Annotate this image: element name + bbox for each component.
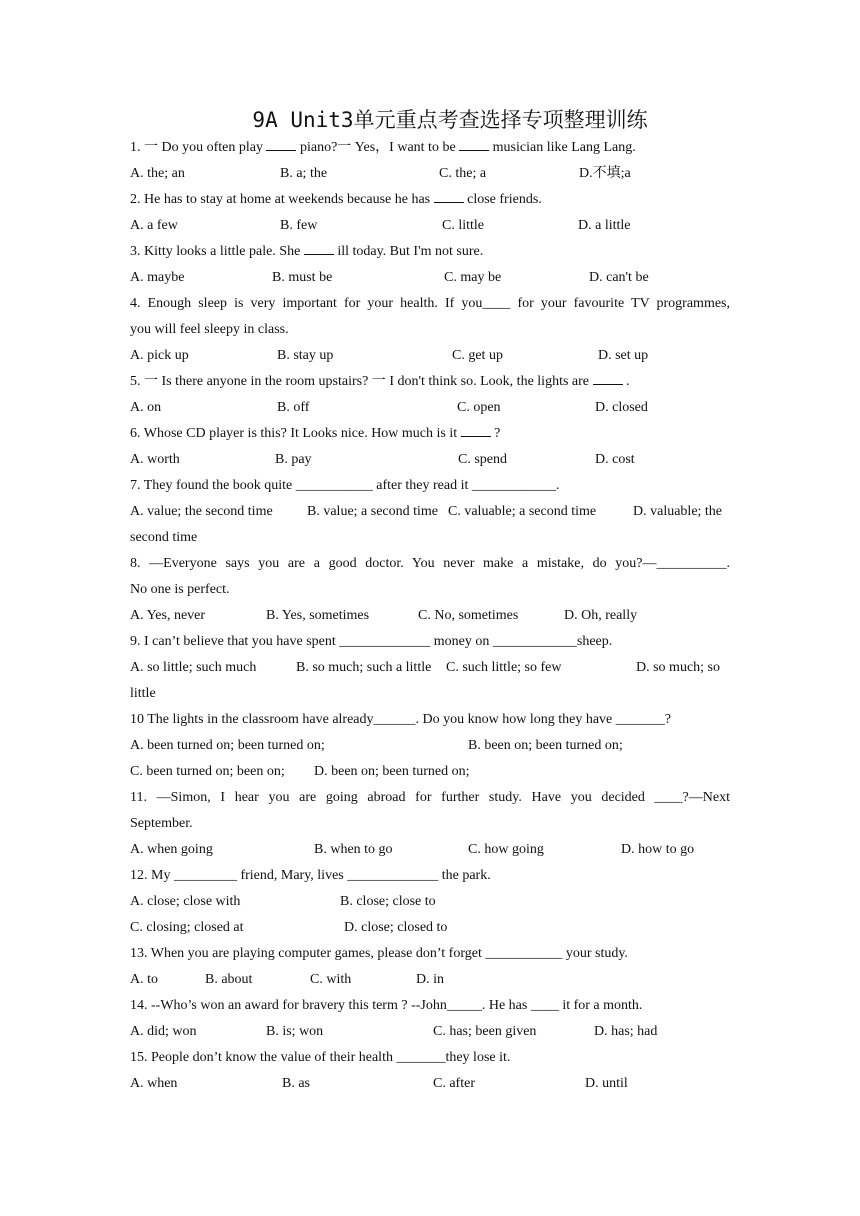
option-c: C. such little; so few bbox=[446, 660, 562, 675]
option-d: D. so much; so bbox=[636, 660, 720, 675]
question-8-stem: 8. —Everyone says you are a good doctor. You never make a mistake, do you?—__________. bbox=[130, 556, 730, 571]
option-a: A. worth bbox=[130, 452, 180, 467]
option-a: A. Yes, never bbox=[130, 608, 206, 623]
option-b: B. when to go bbox=[314, 842, 393, 857]
option-b: B. few bbox=[280, 218, 318, 233]
option-a: A. been turned on; been turned on; bbox=[130, 738, 325, 753]
question-6-stem: 6. Whose CD player is this? It Looks nice. How much is it ? bbox=[130, 426, 501, 441]
question-1-stem: 1. 一 Do you often play piano?一 Yes，I want to be musician like Lang Lang. bbox=[130, 140, 636, 155]
answer-blank bbox=[266, 138, 296, 151]
question-12-options bbox=[130, 889, 730, 915]
option-a: A. close; close with bbox=[130, 894, 241, 909]
option-a: A. maybe bbox=[130, 270, 185, 285]
option-d: D. valuable; the bbox=[633, 504, 723, 519]
option-c: C. may be bbox=[444, 270, 502, 285]
option-d: D. in bbox=[416, 972, 444, 987]
question-5-stem: 5. 一 Is there anyone in the room upstairs? 一 I don't think so. Look, the lights are . bbox=[130, 374, 630, 389]
question-14-options bbox=[130, 1019, 730, 1045]
option-c: C. spend bbox=[458, 452, 507, 467]
question-4-options bbox=[130, 343, 730, 369]
option-c: C. been turned on; been on; bbox=[130, 764, 285, 779]
question-2-stem: 2. He has to stay at home at weekends because he has close friends. bbox=[130, 192, 542, 207]
option-a: A. pick up bbox=[130, 348, 189, 363]
answer-blank bbox=[461, 424, 491, 437]
question-3-options bbox=[130, 265, 730, 291]
option-d: D. can't be bbox=[589, 270, 649, 285]
question-7-options bbox=[130, 499, 730, 525]
question-10-options-cont bbox=[130, 759, 730, 785]
question-10-stem: 10 The lights in the classroom have already______. Do you know how long they have _______? bbox=[130, 712, 671, 727]
question-10-options bbox=[130, 733, 730, 759]
option-b: B. been on; been turned on; bbox=[468, 738, 623, 753]
question-4-stem-cont: you will feel sleepy in class. bbox=[130, 322, 289, 337]
question-12-stem: 12. My _________ friend, Mary, lives _____________ the park. bbox=[130, 868, 491, 883]
question-8-options bbox=[130, 603, 730, 629]
answer-blank bbox=[434, 190, 464, 203]
option-b: B. pay bbox=[275, 452, 312, 467]
question-11-stem-cont: September. bbox=[130, 816, 193, 831]
option-d: D. how to go bbox=[621, 842, 695, 857]
answer-blank bbox=[459, 138, 489, 151]
option-a: A. to bbox=[130, 972, 158, 987]
option-c: C. with bbox=[310, 972, 352, 987]
question-8-stem-cont: No one is perfect. bbox=[130, 582, 230, 597]
option-b: B. stay up bbox=[277, 348, 334, 363]
option-d: D. set up bbox=[598, 348, 649, 363]
option-d: D. a little bbox=[578, 218, 631, 233]
question-13-options bbox=[130, 967, 730, 993]
option-b: B. Yes, sometimes bbox=[266, 608, 370, 623]
option-c: C. little bbox=[442, 218, 484, 233]
option-c: C. No, sometimes bbox=[418, 608, 519, 623]
option-d: D. closed bbox=[595, 400, 648, 415]
option-b: B. value; a second time bbox=[307, 504, 439, 519]
question-12-options-cont bbox=[130, 915, 730, 941]
option-a: A. did; won bbox=[130, 1024, 197, 1039]
option-c: C. after bbox=[433, 1076, 475, 1091]
option-a: A. so little; such much bbox=[130, 660, 257, 675]
option-b: B. off bbox=[277, 400, 310, 415]
question-4-stem: 4. Enough sleep is very important for your health. If you____ for your favourite TV programmes, bbox=[130, 296, 730, 311]
option-b: B. close; close to bbox=[340, 894, 436, 909]
page-title: 9A Unit3单元重点考查选择专项整理训练 bbox=[252, 108, 648, 132]
option-d: D. Oh, really bbox=[564, 608, 638, 623]
question-15-options bbox=[130, 1071, 730, 1097]
option-c: C. has; been given bbox=[433, 1024, 537, 1039]
option-c: C. how going bbox=[468, 842, 544, 857]
option-a: A. when going bbox=[130, 842, 213, 857]
question-3-stem: 3. Kitty looks a little pale. She ill today. But I'm not sure. bbox=[130, 244, 484, 259]
option-d: D. has; had bbox=[594, 1024, 658, 1039]
question-9-options bbox=[130, 655, 730, 681]
question-15-stem: 15. People don’t know the value of their health _______they lose it. bbox=[130, 1050, 511, 1065]
option-a: A. the; an bbox=[130, 166, 185, 181]
option-c: C. closing; closed at bbox=[130, 920, 244, 935]
answer-blank bbox=[304, 242, 334, 255]
option-c: C. the; a bbox=[439, 166, 487, 181]
option-b: B. as bbox=[282, 1076, 310, 1091]
option-a: A. a few bbox=[130, 218, 178, 233]
option-c: C. valuable; a second time bbox=[448, 504, 597, 519]
option-c: C. open bbox=[457, 400, 501, 415]
question-5-options bbox=[130, 395, 730, 421]
option-c: C. get up bbox=[452, 348, 503, 363]
question-2-options bbox=[130, 213, 730, 239]
option-a: A. when bbox=[130, 1076, 178, 1091]
question-7-stem: 7. They found the book quite ___________ after they read it ____________. bbox=[130, 478, 560, 493]
question-11-stem: 11. —Simon, I hear you are going abroad for further study. Have you decided ____?—Next bbox=[130, 790, 730, 805]
option-a: A. value; the second time bbox=[130, 504, 273, 519]
question-14-stem: 14. --Who’s won an award for bravery this term ? --John_____. He has ____ it for a month. bbox=[130, 998, 643, 1013]
question-11-options bbox=[130, 837, 730, 863]
answer-blank bbox=[593, 372, 623, 385]
option-b: B. must be bbox=[272, 270, 333, 285]
option-b: B. so much; such a little bbox=[296, 660, 432, 675]
option-a: A. on bbox=[130, 400, 162, 415]
option-b: B. a; the bbox=[280, 166, 328, 181]
option-b: B. about bbox=[205, 972, 253, 987]
question-6-options bbox=[130, 447, 730, 473]
option-d: D.不填;a bbox=[579, 166, 631, 181]
option-d: D. until bbox=[585, 1076, 628, 1091]
question-7-options-cont: second time bbox=[130, 530, 198, 545]
question-1-options bbox=[130, 161, 730, 187]
question-13-stem: 13. When you are playing computer games, please don’t forget ___________ your study. bbox=[130, 946, 628, 961]
option-d: D. close; closed to bbox=[344, 920, 448, 935]
option-b: B. is; won bbox=[266, 1024, 324, 1039]
option-d: D. been on; been turned on; bbox=[314, 764, 470, 779]
question-9-stem: 9. I can’t believe that you have spent _____________ money on ____________sheep. bbox=[130, 634, 613, 649]
option-d: D. cost bbox=[595, 452, 635, 467]
question-9-options-cont: little bbox=[130, 686, 156, 701]
